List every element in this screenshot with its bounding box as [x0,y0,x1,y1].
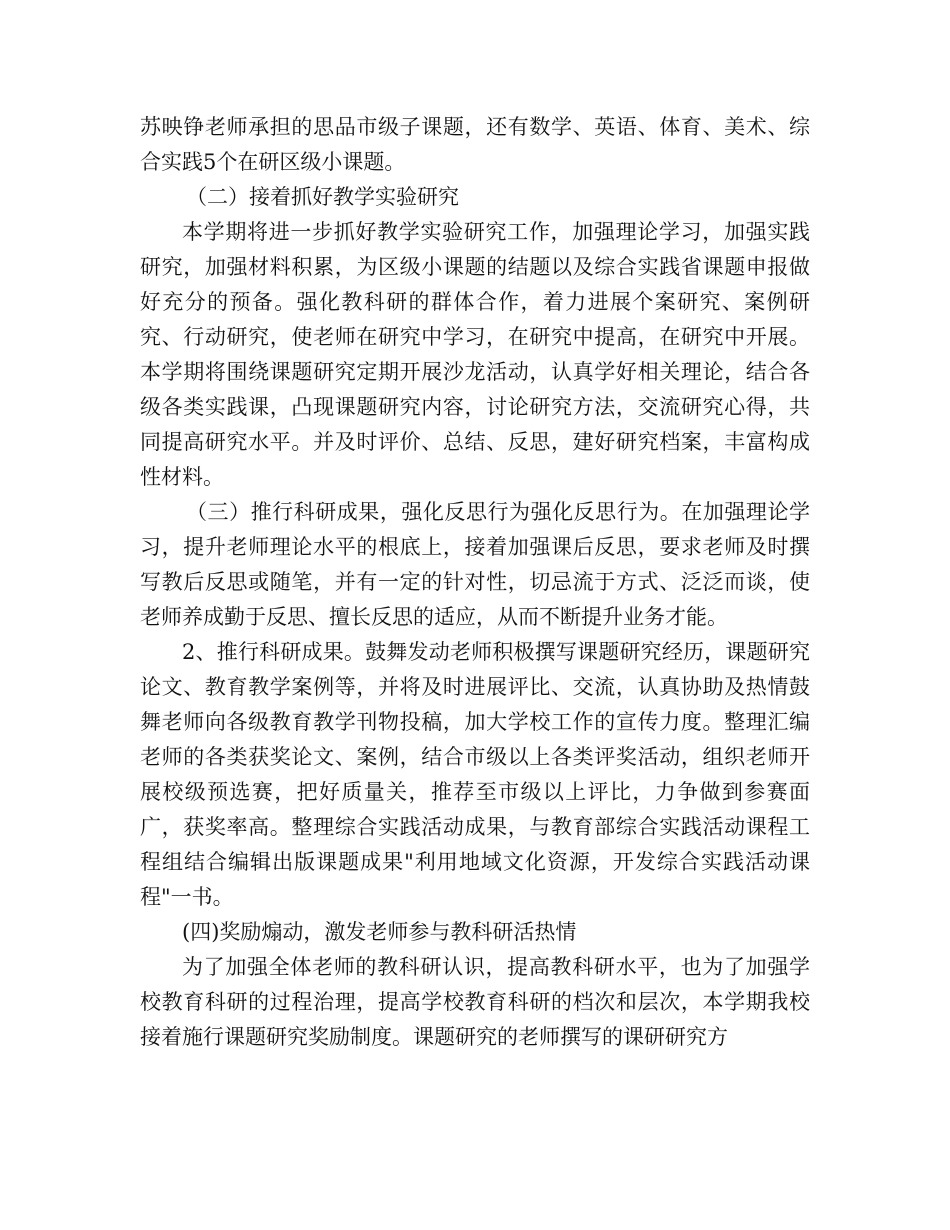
section-heading-2: （二）接着抓好教学实验研究 [186,185,459,209]
paragraph-research-results: 2、推行科研成果。鼓舞发动老师积极撰写课题研究经历，课题研究论文、教育教学案例等，并将及时进展评比、交流，认真协助及热情鼓舞老师向各级教育教学刊物投稿，加大学校工作的宣传力度。整理汇编老师的各类获奖论文、案例，结合市级以上各类评奖活动，组织老师开展校级预选赛，把好质量关，推荐至市级以上评比，力争做到参赛面广，获奖率高。整理综合实践活动成果，与教育部综合实践活动课程工程组结合编辑出版课题成果"利用地域文化资源，开发综合实践活动课程"一书。 [140,640,810,909]
paragraph-reward-system: 为了加强全体老师的教科研认识，提高教科研水平，也为了加强学校教育科研的过程治理，提高学校教育科研的档次和层次，本学期我校接着施行课题研究奖励制度。课题研究的老师撰写的课研研究方 [140,955,810,1049]
section-heading-4: (四)奖励煽动，激发老师参与教科研活热情 [182,920,577,944]
section-heading-3: （三）推行科研成果，强化反思行为强化反思行为。在加强理论学习，提升老师理论水平的根底上，接着加强课后反思，要求老师及时撰写教后反思或随笔，并有一定的针对性，切忌流于方式、泛泛而谈，使老师养成勤于反思、擅长反思的适应，从而不断提升业务才能。 [140,500,810,629]
document-body [140,110,810,1055]
paragraph-experiment-research: 本学期将进一步抓好教学实验研究工作，加强理论学习，加强实践研究，加强材料积累，为区级小课题的结题以及综合实践省课题申报做好充分的预备。强化教科研的群体合作，着力进展个案研究、案例研究、行动研究，使老师在研究中学习，在研究中提高，在研究中开展。本学期将围绕课题研究定期开展沙龙活动，认真学好相关理论，结合各级各类实践课，凸现课题研究内容，讨论研究方法，交流研究心得，共同提高研究水平。并及时评价、总结、反思，建好研究档案，丰富构成性材料。 [140,220,810,489]
paragraph-continuation: 苏映铮老师承担的思品市级子课题，还有数学、英语、体育、美术、综合实践5个在研区级小课题。 [140,115,810,174]
